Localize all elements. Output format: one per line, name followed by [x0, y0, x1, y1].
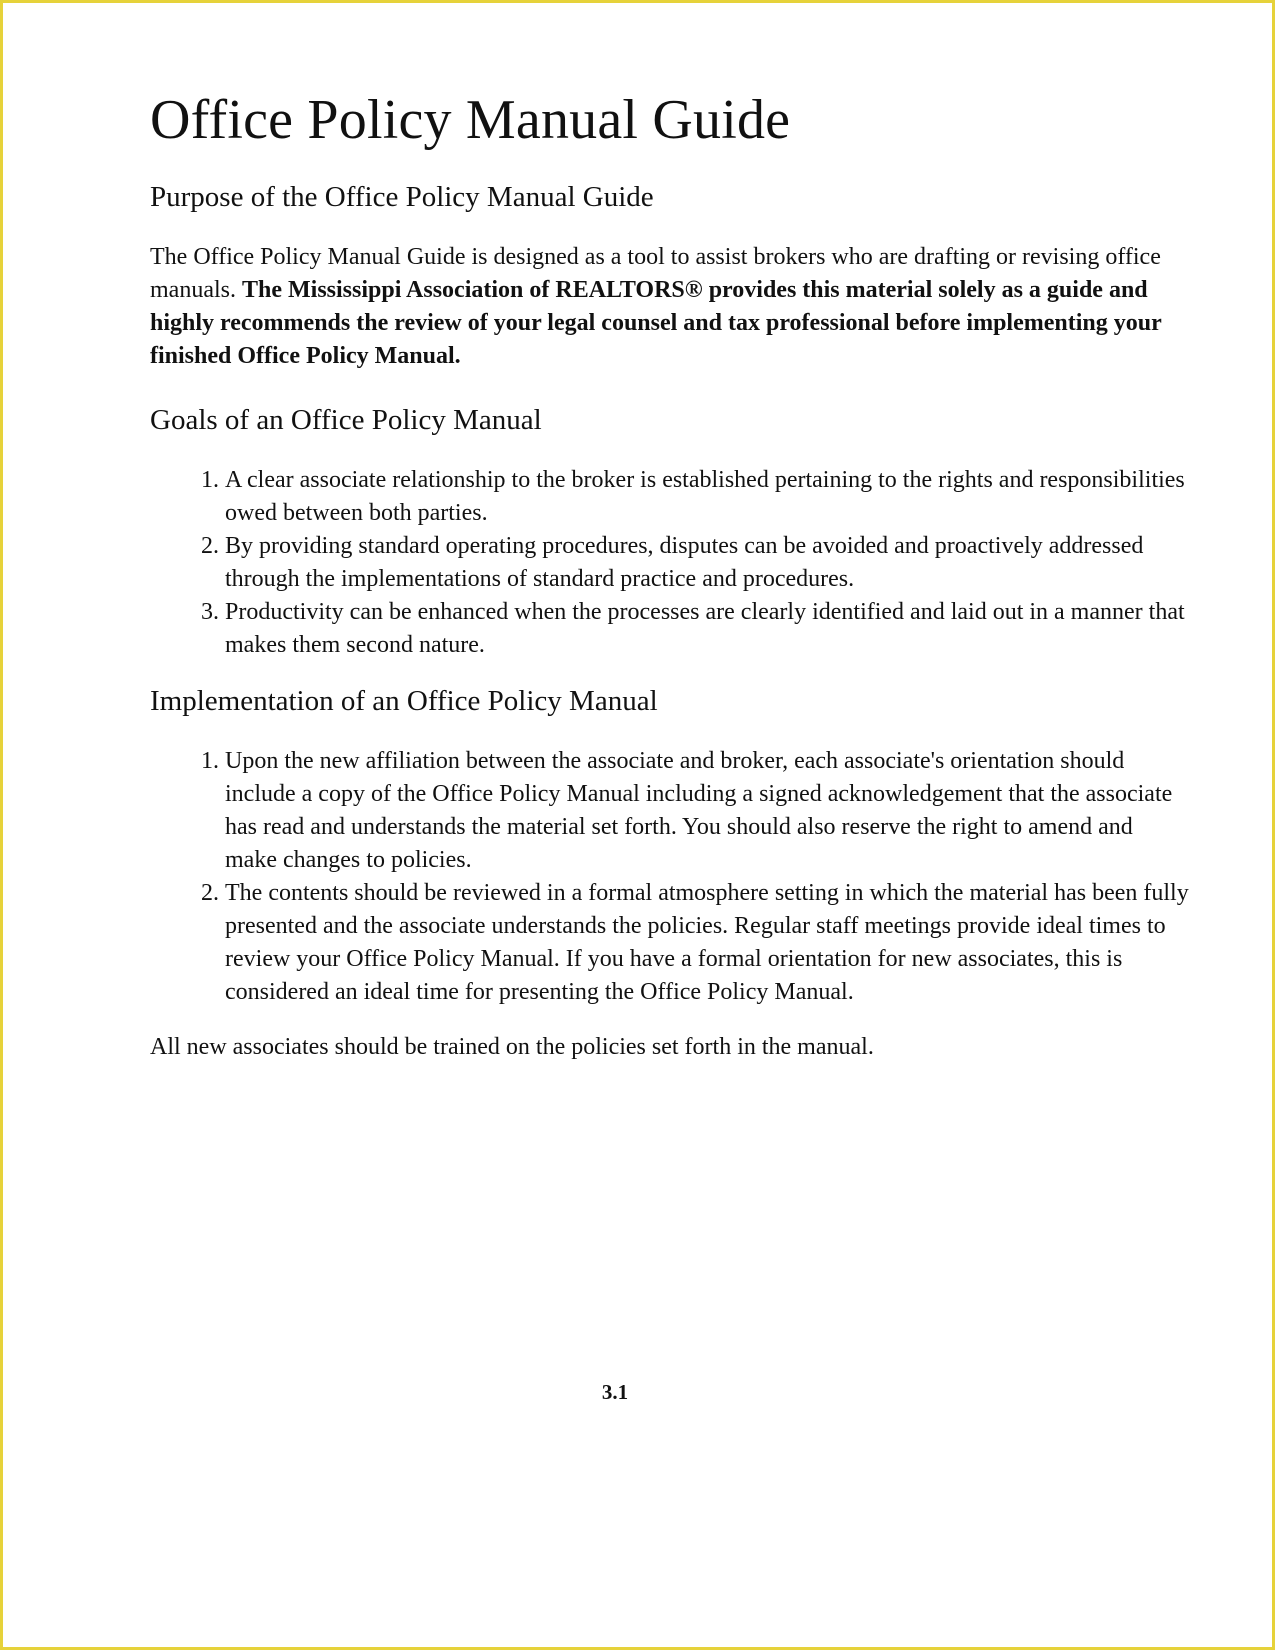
purpose-text: The Office Policy Manual Guide is designed as a tool to assist brokers who are drafting or revising office manuals. — [150, 244, 1161, 304]
section-heading-purpose: Purpose of the Office Policy Manual Guide — [150, 181, 654, 214]
purpose-disclaimer: The Mississippi Association of REALTORS® provides this material solely as a guide and highly recommends the review of your legal counsel and tax professional before implementing your finished Office Policy Manual. — [150, 277, 1162, 370]
list-item: 1. A clear associate relationship to the broker is established pertaining to the rights and responsibilities owed between both parties. — [225, 464, 1190, 530]
list-item: 1. Upon the new affiliation between the associate and broker, each associate's orientation should include a copy of the Office Policy Manual including a signed acknowledgement that the associate has read and understands the material set forth. You should also reserve the right to amend and make changes to policies. — [225, 745, 1190, 877]
implementation-list — [150, 745, 1190, 1009]
section-implementation — [150, 684, 1190, 1009]
page-number: 3.1 — [601, 1380, 629, 1404]
page-title: Office Policy Manual Guide — [150, 89, 791, 151]
section-goals — [150, 403, 1190, 662]
list-item: 2. By providing standard operating procedures, disputes can be avoided and proactively addressed through the implementations of standard practice and procedures. — [225, 530, 1190, 596]
closing-paragraph: All new associates should be trained on the policies set forth in the manual. — [150, 1033, 874, 1060]
purpose-paragraph — [150, 241, 1190, 373]
document-body — [150, 80, 1190, 1094]
goals-list — [150, 464, 1190, 662]
section-purpose — [150, 180, 1190, 373]
section-heading-goals: Goals of an Office Policy Manual — [150, 404, 542, 437]
list-item: 3. Productivity can be enhanced when the processes are clearly identified and laid out in a manner that makes them second nature. — [225, 596, 1190, 662]
list-item: 2. The contents should be reviewed in a formal atmosphere setting in which the material has been fully presented and the associate understands the policies. Regular staff meetings provide ideal times to review your Office Policy Manual. If you have a formal orientation for new associates, this is considered an ideal time for presenting the Office Policy Manual. — [225, 877, 1190, 1009]
section-heading-implementation: Implementation of an Office Policy Manual — [150, 684, 658, 717]
